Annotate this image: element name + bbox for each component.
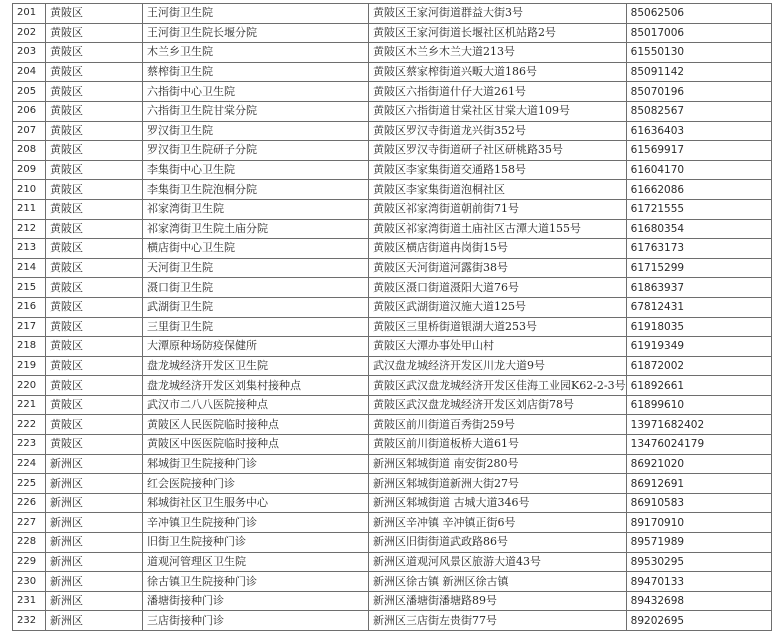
clinic-name-cell: 王河街卫生院 [143, 4, 369, 24]
row-number: 208 [13, 141, 46, 161]
address-cell: 黄陂区蔡家榨街道兴畈大道186号 [369, 62, 627, 82]
clinic-name-cell: 辛冲镇卫生院接种门诊 [143, 513, 369, 533]
phone-cell: 61662086 [626, 180, 771, 200]
clinic-name-cell: 滠口街卫生院 [143, 278, 369, 298]
phone-cell: 85070196 [626, 82, 771, 102]
phone-cell: 61863937 [626, 278, 771, 298]
table-row [13, 297, 772, 317]
phone-cell: 61680354 [626, 219, 771, 239]
phone-cell: 61569917 [626, 141, 771, 161]
row-number: 214 [13, 258, 46, 278]
clinic-name-cell: 木兰乡卫生院 [143, 43, 369, 63]
table-row [13, 258, 772, 278]
phone-cell: 89571989 [626, 533, 771, 553]
phone-cell: 61715299 [626, 258, 771, 278]
table-row [13, 180, 772, 200]
district-cell: 黄陂区 [46, 82, 143, 102]
clinic-name-cell: 李集街中心卫生院 [143, 160, 369, 180]
clinic-name-cell: 盘龙城经济开发区卫生院 [143, 356, 369, 376]
phone-cell: 13971682402 [626, 415, 771, 435]
row-number: 206 [13, 101, 46, 121]
address-cell: 黄陂区王家河街道群益大街3号 [369, 4, 627, 24]
table-row [13, 239, 772, 259]
address-cell: 新洲区邾城街道 南安街280号 [369, 454, 627, 474]
row-number: 221 [13, 395, 46, 415]
clinic-name-cell: 徐古镇卫生院接种门诊 [143, 572, 369, 592]
row-number: 215 [13, 278, 46, 298]
phone-cell: 61636403 [626, 121, 771, 141]
table-row [13, 121, 772, 141]
clinic-name-cell: 李集街卫生院泡桐分院 [143, 180, 369, 200]
phone-cell: 67812431 [626, 297, 771, 317]
clinic-name-cell: 潘塘街接种门诊 [143, 591, 369, 611]
address-cell: 黄陂区李家集街道泡桐社区 [369, 180, 627, 200]
clinic-name-cell: 罗汉街卫生院 [143, 121, 369, 141]
district-cell: 黄陂区 [46, 121, 143, 141]
phone-cell: 86910583 [626, 493, 771, 513]
phone-cell: 89470133 [626, 572, 771, 592]
table-row [13, 23, 772, 43]
row-number: 219 [13, 356, 46, 376]
address-cell: 黄陂区罗汉寺街道研子社区研桃路35号 [369, 141, 627, 161]
district-cell: 新洲区 [46, 513, 143, 533]
row-number: 213 [13, 239, 46, 259]
phone-cell: 61892661 [626, 376, 771, 396]
row-number: 225 [13, 474, 46, 494]
table-row [13, 199, 772, 219]
table-row [13, 395, 772, 415]
address-cell: 黄陂区三里桥街道银湖大道253号 [369, 317, 627, 337]
address-cell: 黄陂区祁家湾街道土庙社区古潭大道155号 [369, 219, 627, 239]
address-cell: 新洲区邾城街道 古城大道346号 [369, 493, 627, 513]
table-row [13, 278, 772, 298]
table-row [13, 219, 772, 239]
address-cell: 新洲区徐古镇 新洲区徐古镇 [369, 572, 627, 592]
row-number: 227 [13, 513, 46, 533]
table-row [13, 591, 772, 611]
address-cell: 黄陂区王家河街道长堰社区机站路2号 [369, 23, 627, 43]
table-row [13, 572, 772, 592]
phone-cell: 85082567 [626, 101, 771, 121]
table-row [13, 435, 772, 455]
address-cell: 黄陂区祁家湾街道朝前街71号 [369, 199, 627, 219]
row-number: 232 [13, 611, 46, 631]
row-number: 207 [13, 121, 46, 141]
district-cell: 新洲区 [46, 572, 143, 592]
row-number: 222 [13, 415, 46, 435]
address-cell: 黄陂区六指街道甘棠社区甘棠大道109号 [369, 101, 627, 121]
phone-cell: 85091142 [626, 62, 771, 82]
clinic-name-cell: 祁家湾街卫生院土庙分院 [143, 219, 369, 239]
address-cell: 黄陂区武汉盘龙城经济开发区刘店街78号 [369, 395, 627, 415]
row-number: 223 [13, 435, 46, 455]
district-cell: 新洲区 [46, 474, 143, 494]
address-cell: 新洲区辛冲镇 辛冲镇正街6号 [369, 513, 627, 533]
phone-cell: 89170910 [626, 513, 771, 533]
table-row [13, 4, 772, 24]
address-cell: 黄陂区大潭办事处甲山村 [369, 337, 627, 357]
table-row [13, 82, 772, 102]
phone-cell: 89432698 [626, 591, 771, 611]
table-row [13, 493, 772, 513]
row-number: 209 [13, 160, 46, 180]
table-row [13, 101, 772, 121]
row-number: 229 [13, 552, 46, 572]
clinic-name-cell: 天河街卫生院 [143, 258, 369, 278]
address-cell: 新洲区道观河风景区旅游大道43号 [369, 552, 627, 572]
address-cell: 黄陂区滠口街道滠阳大道76号 [369, 278, 627, 298]
address-cell: 黄陂区前川街道板桥大道61号 [369, 435, 627, 455]
clinic-name-cell: 横店街中心卫生院 [143, 239, 369, 259]
row-number: 203 [13, 43, 46, 63]
clinic-name-cell: 盘龙城经济开发区刘集村接种点 [143, 376, 369, 396]
phone-cell: 61550130 [626, 43, 771, 63]
clinic-name-cell: 黄陂区人民医院临时接种点 [143, 415, 369, 435]
address-cell: 黄陂区木兰乡木兰大道213号 [369, 43, 627, 63]
district-cell: 黄陂区 [46, 258, 143, 278]
clinic-name-cell: 道观河管理区卫生院 [143, 552, 369, 572]
table-row [13, 454, 772, 474]
row-number: 217 [13, 317, 46, 337]
row-number: 220 [13, 376, 46, 396]
table-row [13, 62, 772, 82]
table-row [13, 376, 772, 396]
address-cell: 黄陂区横店街道冉岗街15号 [369, 239, 627, 259]
row-number: 211 [13, 199, 46, 219]
address-cell: 黄陂区六指街道什仔大道261号 [369, 82, 627, 102]
district-cell: 黄陂区 [46, 4, 143, 24]
phone-cell: 86921020 [626, 454, 771, 474]
row-number: 231 [13, 591, 46, 611]
clinic-name-cell: 邾城街社区卫生服务中心 [143, 493, 369, 513]
clinic-name-cell: 邾城街卫生院接种门诊 [143, 454, 369, 474]
clinic-name-cell: 蔡榨街卫生院 [143, 62, 369, 82]
row-number: 204 [13, 62, 46, 82]
row-number: 216 [13, 297, 46, 317]
address-cell: 黄陂区天河街道河露街38号 [369, 258, 627, 278]
clinic-table [12, 3, 772, 631]
district-cell: 黄陂区 [46, 23, 143, 43]
phone-cell: 61872002 [626, 356, 771, 376]
phone-cell: 89202695 [626, 611, 771, 631]
phone-cell: 89530295 [626, 552, 771, 572]
phone-cell: 86912691 [626, 474, 771, 494]
table-body [13, 4, 772, 631]
table-row [13, 317, 772, 337]
phone-cell: 61763173 [626, 239, 771, 259]
district-cell: 黄陂区 [46, 141, 143, 161]
row-number: 212 [13, 219, 46, 239]
phone-cell: 85062506 [626, 4, 771, 24]
district-cell: 黄陂区 [46, 395, 143, 415]
district-cell: 黄陂区 [46, 62, 143, 82]
row-number: 228 [13, 533, 46, 553]
phone-cell: 61604170 [626, 160, 771, 180]
clinic-name-cell: 旧街卫生院接种门诊 [143, 533, 369, 553]
table-row [13, 43, 772, 63]
district-cell: 黄陂区 [46, 356, 143, 376]
table-row [13, 415, 772, 435]
row-number: 230 [13, 572, 46, 592]
table-row [13, 337, 772, 357]
clinic-name-cell: 祁家湾街卫生院 [143, 199, 369, 219]
clinic-name-cell: 三里街卫生院 [143, 317, 369, 337]
row-number: 202 [13, 23, 46, 43]
district-cell: 黄陂区 [46, 219, 143, 239]
district-cell: 黄陂区 [46, 435, 143, 455]
phone-cell: 13476024179 [626, 435, 771, 455]
row-number: 210 [13, 180, 46, 200]
district-cell: 新洲区 [46, 552, 143, 572]
clinic-name-cell: 王河街卫生院长堰分院 [143, 23, 369, 43]
district-cell: 黄陂区 [46, 199, 143, 219]
clinic-name-cell: 武汉市二八八医院接种点 [143, 395, 369, 415]
phone-cell: 85017006 [626, 23, 771, 43]
clinic-name-cell: 三店街接种门诊 [143, 611, 369, 631]
table-row [13, 356, 772, 376]
address-cell: 黄陂区武汉盘龙城经济开发区佳海工业园K62-2-3号 [369, 376, 627, 396]
phone-cell: 61899610 [626, 395, 771, 415]
district-cell: 新洲区 [46, 533, 143, 553]
clinic-name-cell: 六指街中心卫生院 [143, 82, 369, 102]
row-number: 201 [13, 4, 46, 24]
table-row [13, 141, 772, 161]
phone-cell: 61919349 [626, 337, 771, 357]
row-number: 224 [13, 454, 46, 474]
district-cell: 新洲区 [46, 591, 143, 611]
phone-cell: 61721555 [626, 199, 771, 219]
district-cell: 黄陂区 [46, 317, 143, 337]
address-cell: 黄陂区李家集街道交通路158号 [369, 160, 627, 180]
table-row [13, 474, 772, 494]
district-cell: 黄陂区 [46, 160, 143, 180]
district-cell: 黄陂区 [46, 278, 143, 298]
table-row [13, 513, 772, 533]
district-cell: 新洲区 [46, 493, 143, 513]
clinic-name-cell: 黄陂区中医医院临时接种点 [143, 435, 369, 455]
table-row [13, 160, 772, 180]
address-cell: 新洲区旧街街道武政路86号 [369, 533, 627, 553]
table-row [13, 611, 772, 631]
district-cell: 黄陂区 [46, 376, 143, 396]
district-cell: 黄陂区 [46, 415, 143, 435]
clinic-name-cell: 六指街卫生院甘棠分院 [143, 101, 369, 121]
district-cell: 黄陂区 [46, 337, 143, 357]
clinic-name-cell: 武湖街卫生院 [143, 297, 369, 317]
district-cell: 黄陂区 [46, 101, 143, 121]
table-row [13, 533, 772, 553]
address-cell: 新洲区邾城街道新洲大街27号 [369, 474, 627, 494]
district-cell: 黄陂区 [46, 297, 143, 317]
district-cell: 黄陂区 [46, 239, 143, 259]
district-cell: 黄陂区 [46, 43, 143, 63]
district-cell: 新洲区 [46, 611, 143, 631]
address-cell: 黄陂区武湖街道汉施大道125号 [369, 297, 627, 317]
address-cell: 黄陂区罗汉寺街道龙兴街352号 [369, 121, 627, 141]
row-number: 226 [13, 493, 46, 513]
clinic-name-cell: 大潭原种场防疫保健所 [143, 337, 369, 357]
district-cell: 新洲区 [46, 454, 143, 474]
clinic-name-cell: 红会医院接种门诊 [143, 474, 369, 494]
table-row [13, 552, 772, 572]
phone-cell: 61918035 [626, 317, 771, 337]
address-cell: 新洲区三店街左贵街77号 [369, 611, 627, 631]
address-cell: 新洲区潘塘街潘塘路89号 [369, 591, 627, 611]
row-number: 218 [13, 337, 46, 357]
district-cell: 黄陂区 [46, 180, 143, 200]
address-cell: 黄陂区前川街道百秀街259号 [369, 415, 627, 435]
row-number: 205 [13, 82, 46, 102]
address-cell: 武汉盘龙城经济开发区川龙大道9号 [369, 356, 627, 376]
clinic-name-cell: 罗汉街卫生院研子分院 [143, 141, 369, 161]
